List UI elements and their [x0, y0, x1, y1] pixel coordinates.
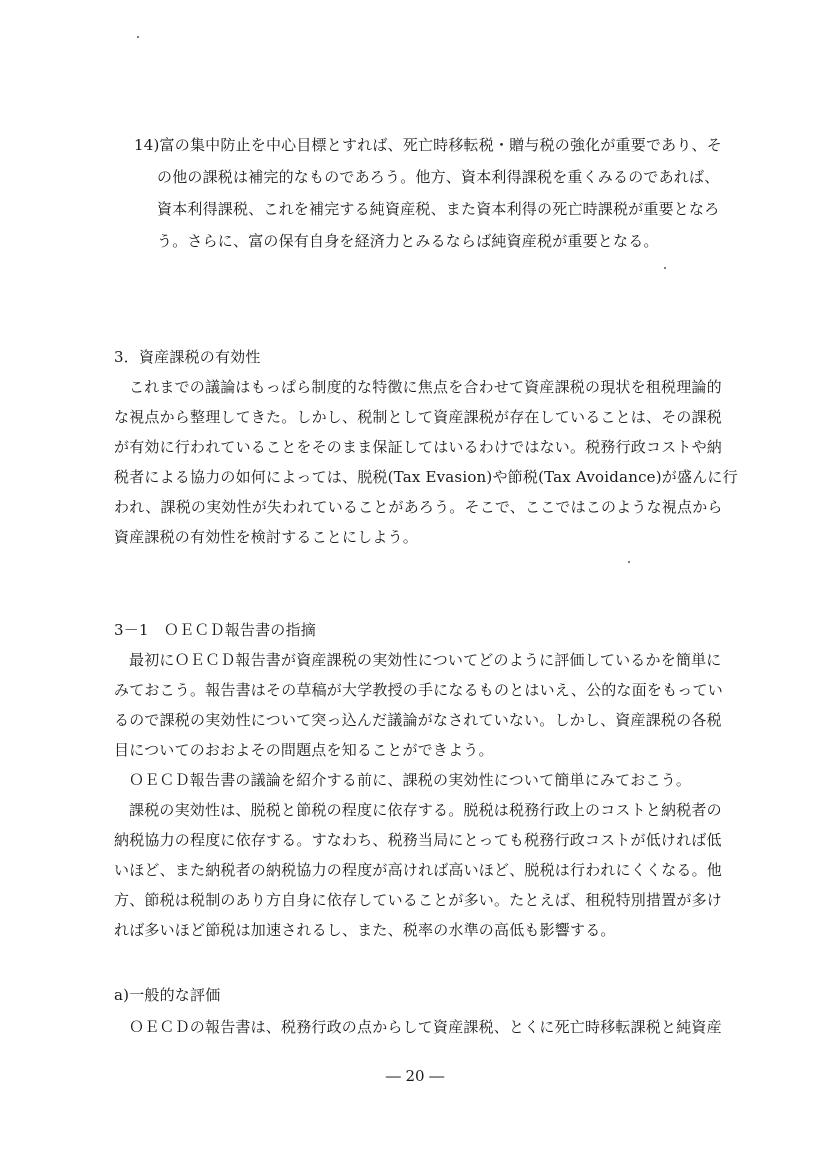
paragraph-line: が有効に行われていることをそのまま保証してはいるわけではない。税務行政コストや納 [114, 438, 723, 456]
paragraph-line: いほど、また納税者の納税協力の程度が高ければ高いほど、脱税は行われにくくなる。他 [114, 861, 723, 879]
paragraph-line: ＯＥＣＤの報告書は、税務行政の点からして資産課税、とくに死亡時移転課税と純資産 [129, 1018, 722, 1036]
section-3-1-heading: 3－1 ＯＥＣＤ報告書の指摘 [114, 621, 316, 639]
page-number: ― 20 ― [385, 1067, 445, 1085]
paragraph-line: 課税の実効性は、脱税と節税の程度に依存する。脱税は税務行政上のコストと納税者の [129, 801, 722, 819]
paragraph-line: な視点から整理してきた。しかし、税制として資産課税が存在していることは、その課税 [114, 408, 723, 426]
note-14-line: 14)富の集中防止を中心目標とすれば、死亡時移転税・贈与税の強化が重要であり、そ [134, 136, 722, 154]
note-14-line: う。さらに、富の保有自身を経済力とみるならば純資産税が重要となる。 [157, 232, 659, 250]
paragraph-line: みておこう。報告書はその草稿が大学教授の手になるものとはいえ、公的な面をもってい [114, 681, 723, 699]
paragraph-line: 納税協力の程度に依存する。すなわち、税務当局にとっても税務行政コストが低ければ低 [114, 831, 722, 849]
paragraph-line: われ、課税の実効性が失われていることがあろう。そこで、ここではこのような視点から [114, 498, 723, 516]
note-14-line: の他の課税は補完的なものであろう。他方、資本利得課税を重くみるのであれば、 [157, 168, 720, 186]
subsection-a-heading: a)一般的な評価 [114, 986, 221, 1004]
paragraph-line: 税者による協力の如何によっては、脱税(Tax Evasion)や節税(Tax Avoidance)が盛んに行 [114, 468, 738, 486]
paragraph-line: れば多いほど節税は加速されるし、また、税率の水準の高低も影響する。 [114, 921, 616, 939]
paragraph-line: 資産課税の有効性を検討することにしよう。 [114, 528, 419, 546]
paragraph-line: 目についてのおおよその問題点を知ることができよう。 [114, 741, 494, 759]
note-14-line: 資本利得課税、これを補完する純資産税、また資本利得の死亡時課税が重要となろ [157, 200, 720, 218]
scan-speck [628, 561, 630, 563]
paragraph-line: これまでの議論はもっぱら制度的な特徴に焦点を合わせて資産課税の現状を租税理論的 [129, 378, 722, 396]
section-3-heading: 3．資産課税の有効性 [114, 348, 261, 366]
scan-speck [137, 36, 139, 38]
paragraph-line: るので課税の実効性について突っ込んだ議論がなされていない。しかし、資産課税の各税 [114, 711, 722, 729]
paragraph-line: 最初にＯＥＣＤ報告書が資産課税の実効性についてどのように評価しているかを簡単に [129, 651, 722, 669]
paragraph-line: ＯＥＣＤ報告書の議論を紹介する前に、課税の実効性について簡単にみておこう。 [129, 771, 692, 789]
paragraph-line: 方、節税は税制のあり方自身に依存していることが多い。たとえば、租税特別措置が多け [114, 891, 723, 909]
scan-speck [664, 267, 666, 269]
